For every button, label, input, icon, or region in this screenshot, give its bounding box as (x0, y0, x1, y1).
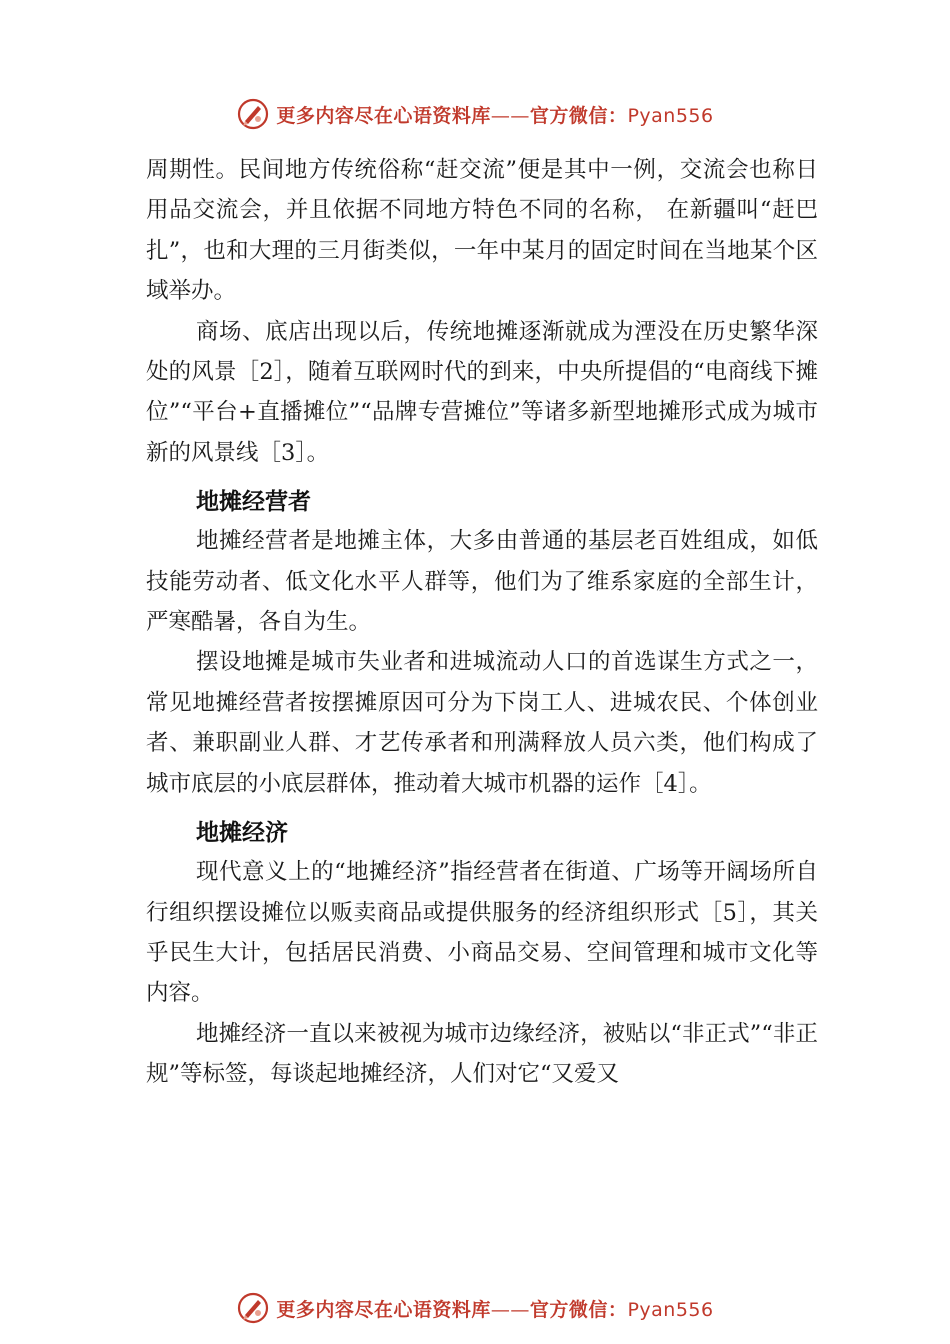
banner-wechat-label: 官方微信： (529, 104, 628, 127)
paragraph-2: 商场、底店出现以后，传统地摊逐渐就成为湮没在历史繁华深处的风景［2］，随着互联网时代的到来，中央所提倡的“电商线下摊位”“平台+直播摊位”“品牌专营摊位”等诸多新型地摊形式成为城市新的风景线［3］。 (146, 318, 818, 466)
paragraph-5: 现代意义上的“地摊经济”指经营者在街道、广场等开阔场所自行组织摆设摊位以贩卖商品或提供服务的经济组织形式［5］，其关乎民生大计，包括居民消费、小商品交易、空间管理和城市文化等内容。 (146, 859, 818, 1007)
banner-handle: Pyan556 (627, 104, 714, 127)
banner-dash: —— (490, 1298, 530, 1321)
header-banner (0, 94, 950, 134)
banner-wechat-label: 官方微信： (529, 1298, 628, 1321)
pen-seal-icon (236, 1291, 270, 1325)
banner-main-text: 更多内容尽在心语资料库 (276, 1298, 491, 1321)
banner-handle: Pyan556 (627, 1298, 714, 1321)
section-heading-vendors: 地摊经营者 (196, 489, 311, 516)
banner-text (276, 1295, 713, 1322)
pen-seal-icon (236, 97, 270, 131)
paragraph-3: 地摊经营者是地摊主体，大多由普通的基层老百姓组成，如低技能劳动者、低文化水平人群等，他们为了维系家庭的全部生计，严寒酷暑，各自为生。 (146, 528, 818, 636)
paragraph-6: 地摊经济一直以来被视为城市边缘经济，被贴以“非正式”“非正规”等标签，每谈起地摊经济，人们对它“又爱又 (146, 1020, 818, 1088)
document-body (146, 150, 818, 1095)
footer-banner (0, 1288, 950, 1328)
banner-main-text: 更多内容尽在心语资料库 (276, 104, 491, 127)
paragraph-1: 周期性。民间地方传统俗称“赶交流”便是其中一例，交流会也称日用品交流会，并且依据不同地方特色不同的名称， 在新疆叫“赶巴扎”，也和大理的三月街类似，一年中某月的固定时间在当地某个区域举办。 (146, 157, 818, 305)
banner-text (276, 101, 713, 128)
banner-dash: —— (490, 104, 530, 127)
paragraph-4: 摆设地摊是城市失业者和进城流动人口的首选谋生方式之一，常见地摊经营者按摆摊原因可分为下岗工人、进城农民、个体创业者、兼职副业人群、才艺传承者和刑满释放人员六类，他们构成了城市底层的小底层群体，推动着大城市机器的运作［4］。 (146, 649, 818, 797)
section-heading-economy: 地摊经济 (196, 820, 288, 847)
